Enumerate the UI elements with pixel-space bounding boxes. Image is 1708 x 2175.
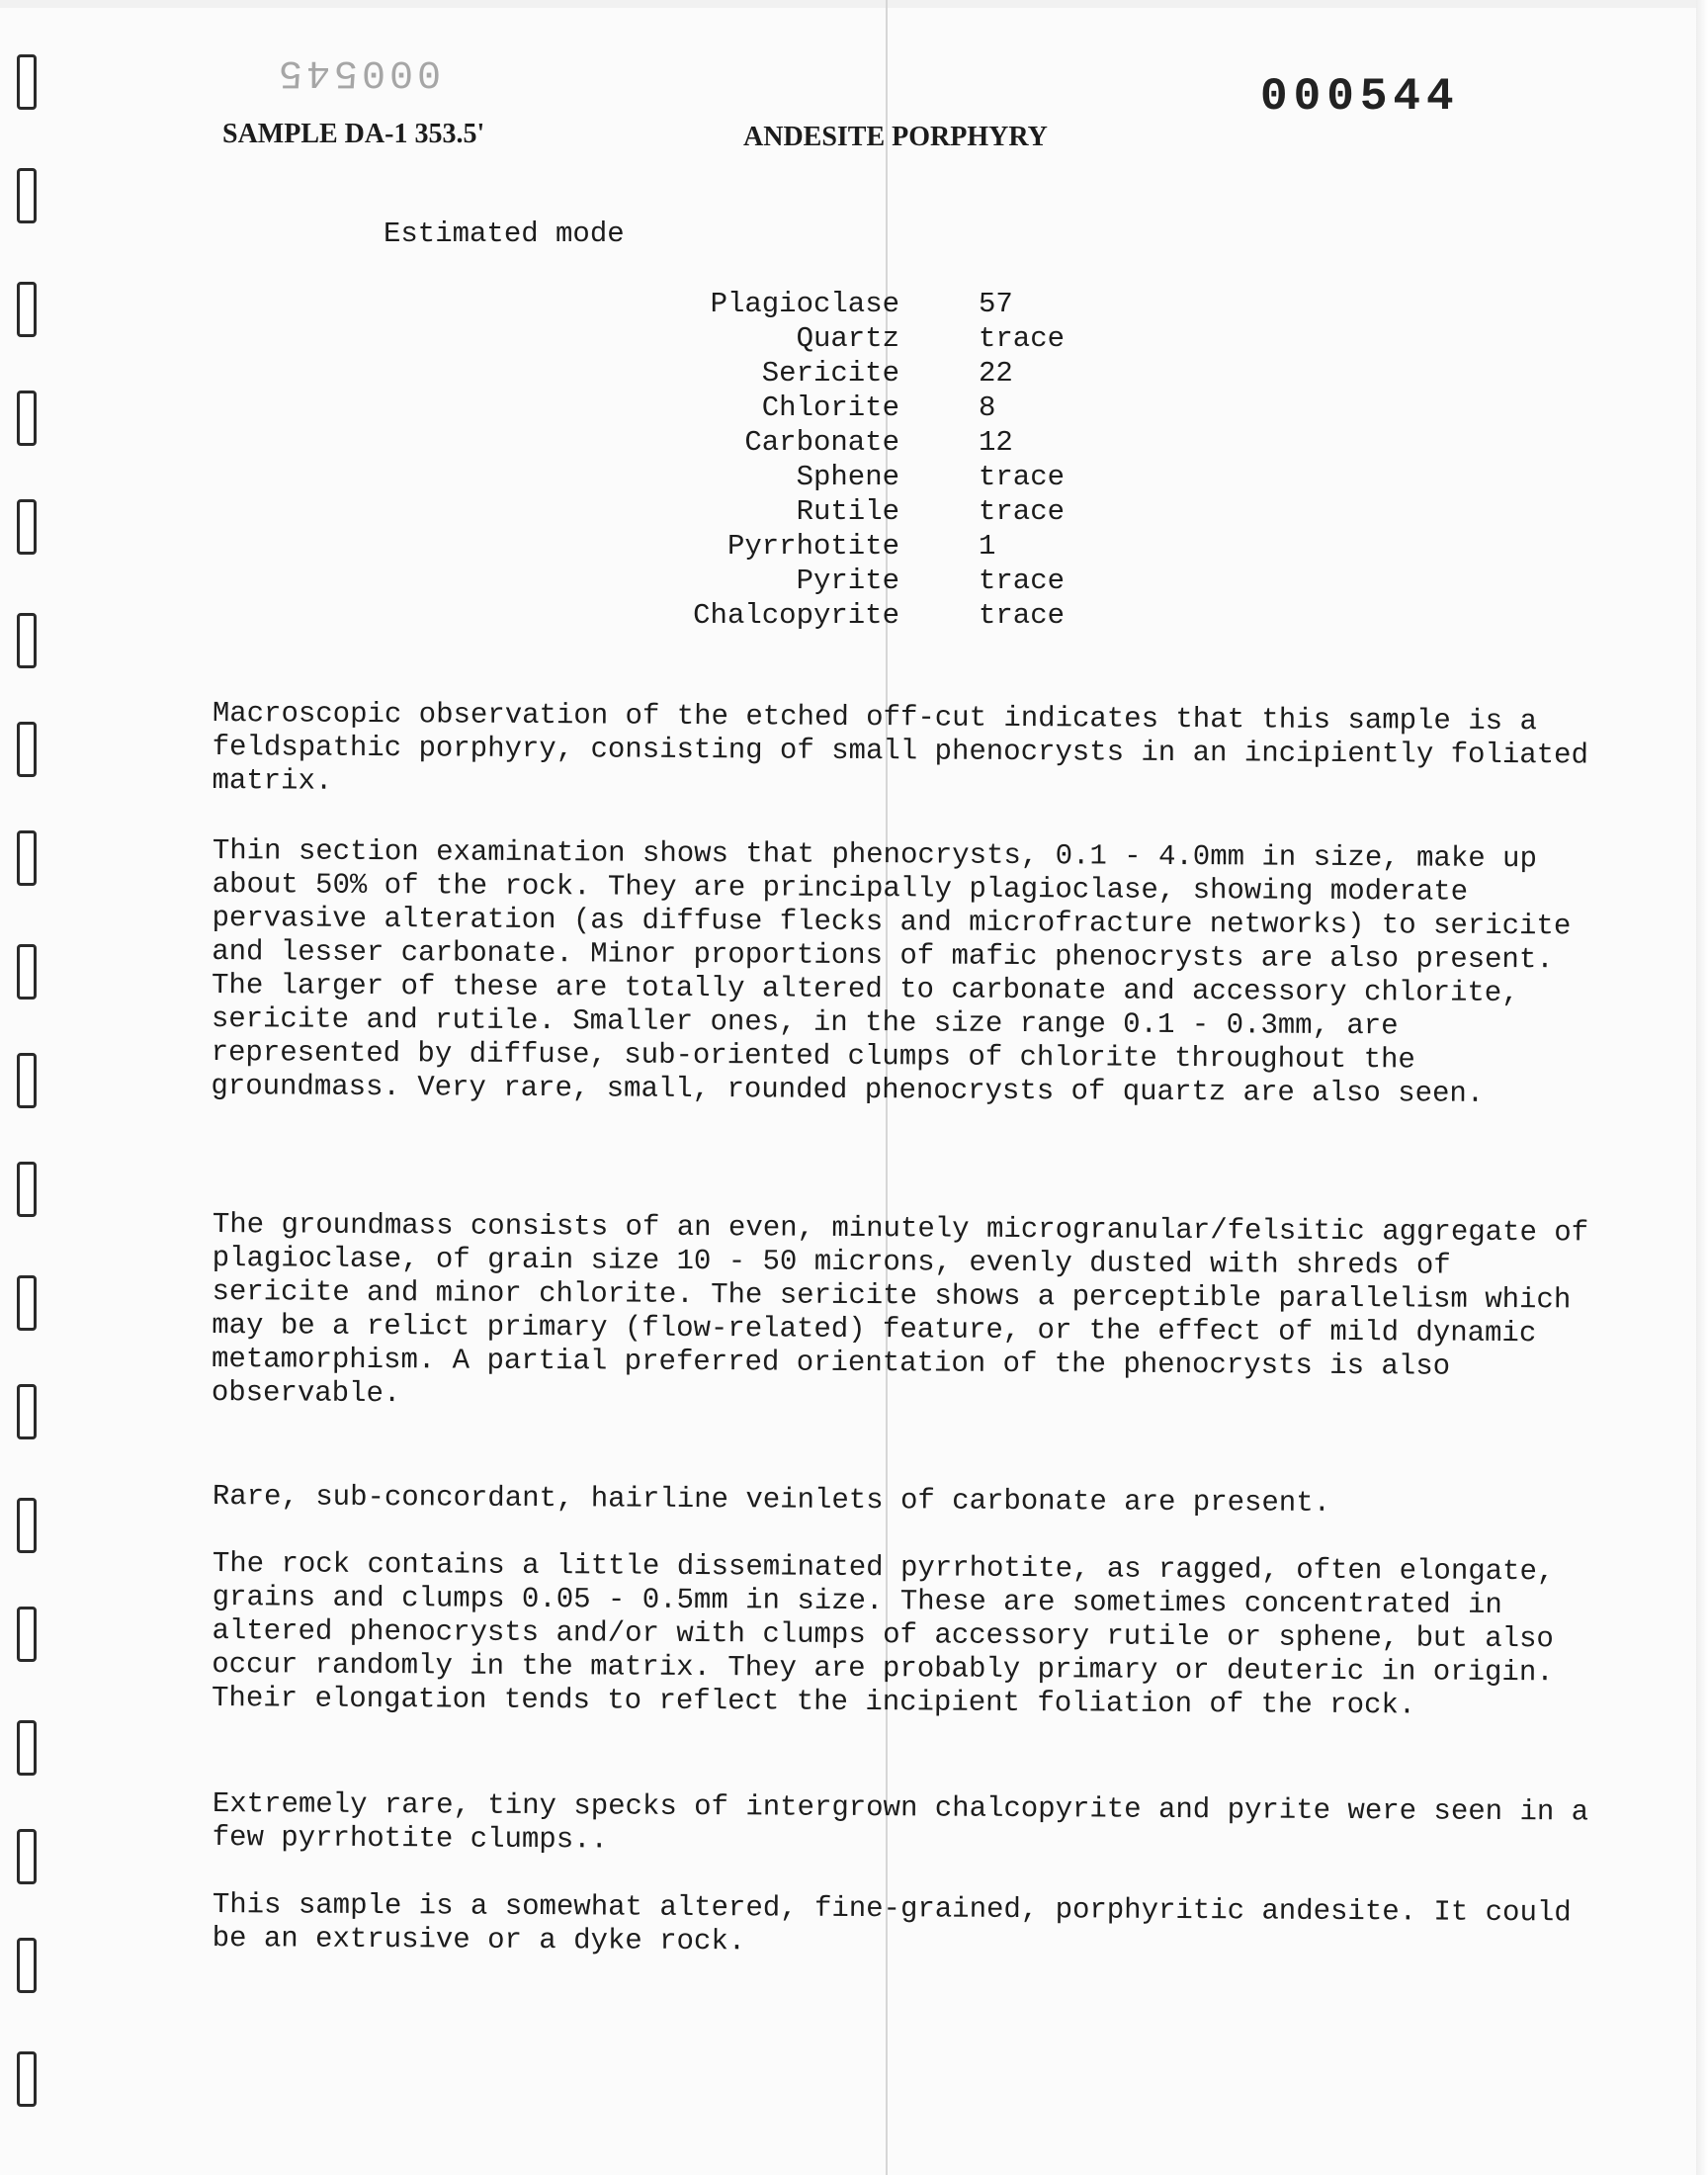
binder-hole	[17, 613, 37, 668]
scan-top-edge	[0, 0, 1708, 8]
mineral-percent: 57	[979, 288, 1013, 320]
page-title: ANDESITE PORPHYRY	[743, 122, 1048, 152]
mode-heading: Estimated mode	[384, 218, 625, 250]
mineral-name: Sphene	[796, 461, 899, 493]
mineral-percent: trace	[979, 565, 1066, 597]
mineral-name: Pyrite	[796, 565, 899, 597]
table-row	[633, 287, 1117, 321]
mineral-name: Sericite	[761, 357, 899, 390]
mineral-percent: 1	[979, 530, 996, 563]
mineral-percent: 22	[979, 357, 1013, 390]
binder-hole	[17, 1938, 37, 1993]
scan-right-edge	[1696, 0, 1708, 2175]
mineral-percent: trace	[979, 495, 1066, 528]
document-number: 000544	[1260, 71, 1460, 123]
mineral-name: Plagioclase	[710, 288, 899, 320]
paragraph-macroscopic: Macroscopic observation of the etched off-cut indicates that this sample is a feldspathic porphyry, consisting of small phenocrysts in an incipiently foliated matrix.	[212, 697, 1589, 798]
binder-hole	[17, 1607, 37, 1662]
mode-table	[633, 287, 1117, 633]
binder-hole	[17, 1384, 37, 1439]
mineral-name: Chlorite	[761, 392, 899, 424]
binder-hole	[17, 1053, 37, 1108]
table-row	[633, 564, 1117, 598]
binder-hole	[17, 499, 37, 555]
binder-hole	[17, 830, 37, 886]
mineral-percent: trace	[979, 461, 1066, 493]
paragraph-veinlets: Rare, sub-concordant, hairline veinlets of carbonate are present.	[212, 1480, 1331, 1520]
table-row	[633, 494, 1117, 529]
faint-stamp-number: 000545	[275, 49, 442, 94]
table-row	[633, 529, 1117, 564]
table-row	[633, 425, 1117, 460]
binder-hole	[17, 944, 37, 1000]
mineral-percent: 12	[979, 426, 1013, 459]
paragraph-pyrrhotite: The rock contains a little disseminated pyrrhotite, as ragged, often elongate, grains and clumps 0.05 - 0.5mm in size. These are sometimes concentrated in altered phenocrysts and/or with clumps of accessory rutile or sphene, but also occur randomly in the matrix. They are probably primary or deuteric in origin. Their elongation tends to reflect the incipient foliation of the rock.	[211, 1547, 1555, 1722]
table-row	[633, 356, 1117, 391]
binder-hole	[17, 391, 37, 446]
mineral-name: Rutile	[796, 495, 899, 528]
mineral-name: Chalcopyrite	[693, 599, 899, 632]
mineral-name: Pyrrhotite	[726, 530, 899, 563]
mineral-percent: 8	[979, 392, 996, 424]
mineral-percent: trace	[979, 599, 1066, 632]
binder-hole	[17, 168, 37, 223]
binder-hole	[17, 1162, 37, 1217]
binder-hole	[17, 722, 37, 777]
paragraph-chalcopyrite: Extremely rare, tiny specks of intergrown chalcopyrite and pyrite were seen in a few pyrrhotite clumps..	[212, 1787, 1589, 1857]
mineral-name: Carbonate	[744, 426, 899, 459]
paragraph-conclusion: This sample is a somewhat altered, fine-grained, porphyritic andesite. It could be an extrusive or a dyke rock.	[212, 1888, 1572, 1958]
binder-hole	[17, 1498, 37, 1553]
table-row	[633, 460, 1117, 494]
paragraph-thin-section: Thin section examination shows that phenocrysts, 0.1 - 4.0mm in size, make up about 50% of the rock. They are principally plagioclase, showing moderate pervasive alteration (as diffuse flecks and microfracture networks) to sericite and lesser carbonate. Minor proportions of mafic phenocrysts are also present. The larger of these are totally altered to carbonate and accessory chlorite, sericite and rutile. Smaller ones, in the size range 0.1 - 0.3mm, are represented by diffuse, sub-oriented clumps of chlorite throughout the groundmass. Very rare, small, rounded phenocrysts of quartz are also seen.	[211, 834, 1572, 1110]
binder-hole	[17, 1829, 37, 1884]
sample-id: SAMPLE DA-1 353.5'	[222, 119, 485, 149]
binder-hole	[17, 54, 37, 110]
binder-hole	[17, 1720, 37, 1776]
table-row	[633, 598, 1117, 633]
binder-hole	[17, 2051, 37, 2107]
table-row	[633, 391, 1117, 425]
mineral-name: Quartz	[796, 322, 899, 355]
binder-hole	[17, 282, 37, 337]
table-row	[633, 321, 1117, 356]
mineral-percent: trace	[979, 322, 1066, 355]
paragraph-groundmass: The groundmass consists of an even, minutely microgranular/felsitic aggregate of plagioclase, of grain size 10 - 50 microns, evenly dusted with shreds of sericite and minor chlorite. The sericite shows a perceptible parallelism which may be a relict primary (flow-related) feature, or the effect of mild dynamic metamorphism. A partial preferred orientation of the phenocrysts is also observable.	[211, 1208, 1589, 1411]
binder-hole	[17, 1275, 37, 1331]
